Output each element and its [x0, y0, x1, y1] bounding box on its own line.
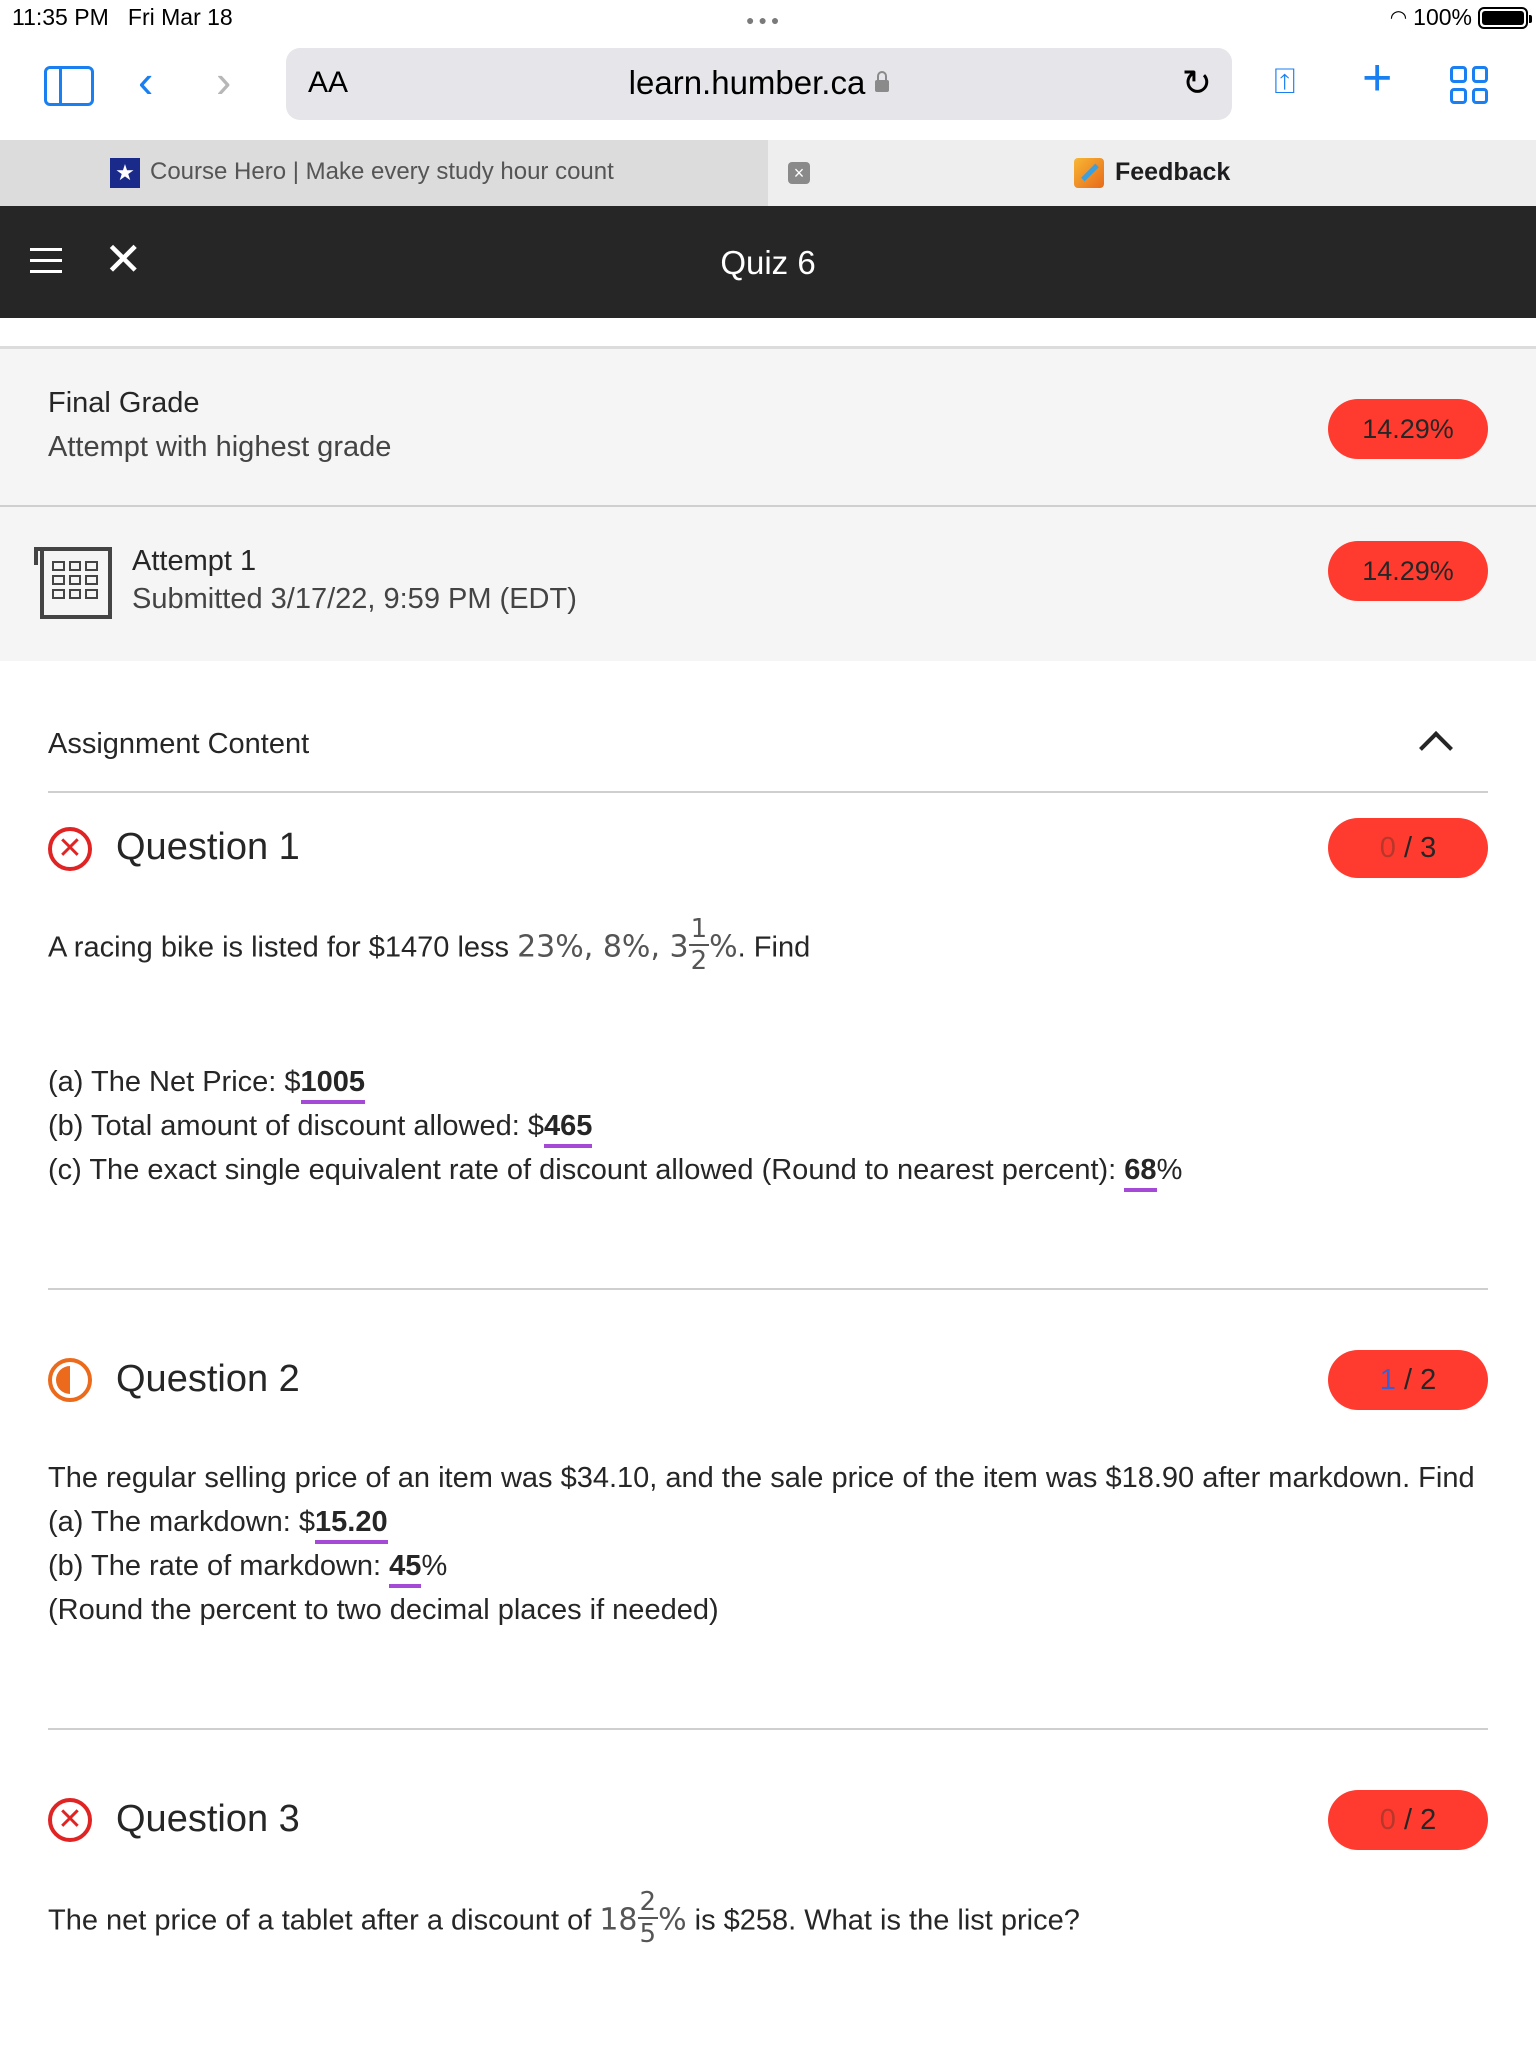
divider	[48, 791, 1488, 793]
answer-value: 15.20	[315, 1506, 388, 1544]
question-1-title: Question 1	[116, 826, 300, 868]
status-date: Fri Mar 18	[127, 4, 233, 30]
attempt-badge: 14.29%	[1328, 541, 1488, 601]
answer-value: 45	[389, 1550, 421, 1588]
status-time: 11:35 PM Fri Mar 18	[12, 4, 233, 30]
page-title: Quiz 6	[720, 244, 816, 281]
answer-value: 68	[1124, 1154, 1156, 1192]
divider	[48, 1288, 1488, 1290]
star-icon: ★	[110, 158, 140, 188]
attempt-label: Attempt 1	[132, 545, 257, 577]
question-3-score: 0 / 2	[1328, 1790, 1488, 1850]
reload-icon[interactable]: ↻	[1181, 62, 1212, 103]
incorrect-icon: ✕	[48, 1798, 92, 1842]
answer-value: 465	[544, 1110, 592, 1148]
question-2-note: (Round the percent to two decimal places if needed)	[48, 1594, 719, 1626]
question-2-title: Question 2	[116, 1358, 300, 1400]
url-text[interactable]: learn.humber.ca	[286, 64, 1232, 102]
attempt-submitted: Submitted 3/17/22, 9:59 PM (EDT)	[132, 583, 577, 615]
lock-icon	[875, 80, 889, 92]
wifi-icon: ◠	[1389, 7, 1408, 29]
final-grade-badge: 14.29%	[1328, 399, 1488, 459]
question-2-part-b: (b) The rate of markdown: 45%	[48, 1550, 447, 1583]
question-1-part-a: (a) The Net Price: $1005	[48, 1066, 365, 1099]
close-icon[interactable]: ✕	[104, 233, 143, 285]
partial-credit-icon	[48, 1358, 92, 1402]
question-2-score: 1 / 2	[1328, 1350, 1488, 1410]
new-tab-icon[interactable]: +	[1362, 49, 1393, 107]
final-grade-label: Final Grade	[48, 387, 200, 419]
tab-overview-icon[interactable]	[1450, 66, 1488, 104]
final-grade-sub: Attempt with highest grade	[48, 431, 392, 463]
tab-title: Course Hero | Make every study hour count	[150, 158, 614, 185]
forward-icon[interactable]: ›	[216, 55, 232, 107]
question-1-score: 0 / 3	[1328, 818, 1488, 878]
question-1-part-c: (c) The exact single equivalent rate of discount allowed (Round to nearest percent): 68%	[48, 1154, 1182, 1187]
chevron-up-icon[interactable]	[1419, 731, 1453, 765]
fraction: $\frac{1}{2}$	[690, 914, 708, 976]
assignment-heading: Assignment Content	[48, 728, 310, 760]
reader-options-button[interactable]: AA	[308, 66, 349, 99]
app-header	[0, 206, 1536, 318]
tab-course-hero[interactable]	[0, 140, 768, 206]
battery-percent: 100%	[1413, 4, 1472, 30]
question-2-part-a: (a) The markdown: $15.20	[48, 1506, 388, 1539]
multitasking-dots[interactable]: ●●●	[746, 12, 784, 28]
pencil-icon	[1074, 158, 1104, 188]
status-bar	[0, 0, 1536, 40]
status-right	[1390, 4, 1528, 31]
question-3-title: Question 3	[116, 1798, 300, 1840]
question-2-prompt: The regular selling price of an item was $34.10, and the sale price of the item was $18.90 after markdown. Find	[48, 1462, 1475, 1494]
back-icon[interactable]: ‹	[138, 55, 154, 107]
tab-feedback[interactable]: Feedback	[1115, 158, 1231, 186]
share-icon[interactable]: ⍐	[1274, 60, 1296, 101]
attempt-sheet-icon	[40, 547, 112, 619]
final-grade-panel	[0, 346, 1536, 507]
attempt-row[interactable]	[0, 505, 1536, 661]
question-3-prompt: The net price of a tablet after a discount of 18 $\frac{2}{5}$ % is $258. What is the list price?	[48, 1887, 1080, 1949]
battery-icon	[1478, 7, 1528, 29]
close-tab-icon[interactable]: ×	[788, 162, 810, 184]
fraction: $\frac{2}{5}$	[639, 1887, 657, 1949]
divider	[48, 1728, 1488, 1730]
question-1-prompt: A racing bike is listed for $1470 less 23%, 8%, 3 $\frac{1}{2}$ %. Find	[48, 914, 811, 976]
tab-strip	[0, 140, 1536, 206]
question-1-part-b: (b) Total amount of discount allowed: $465	[48, 1110, 592, 1143]
answer-value: 1005	[301, 1066, 366, 1104]
address-bar[interactable]	[286, 48, 1232, 120]
incorrect-icon: ✕	[48, 827, 92, 871]
sidebar-toggle-icon[interactable]	[44, 66, 94, 106]
